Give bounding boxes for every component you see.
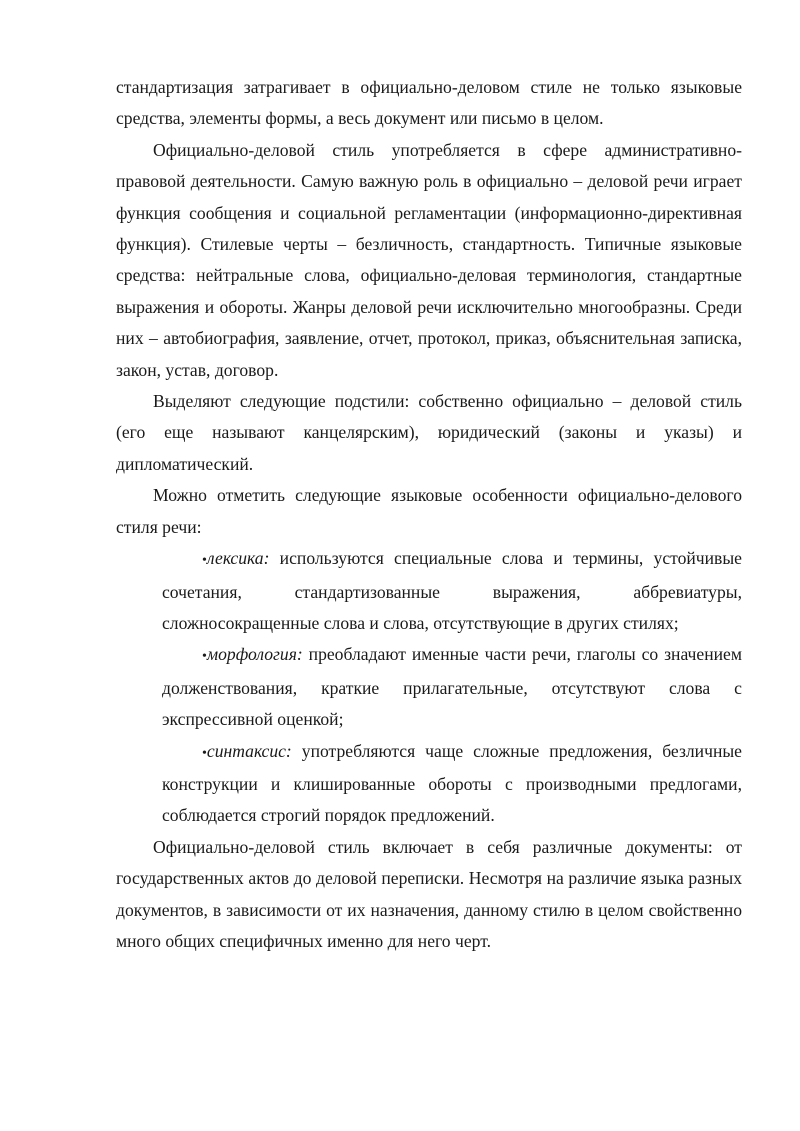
- list-item-morphology: [162, 639, 742, 735]
- list-item-term: синтаксис:: [206, 740, 292, 761]
- paragraph-conclusion: Официально-деловой стиль включает в себя различные документы: от государственных актов до деловой переписки. Несмотря на различие языка разных документов, в зависимости от их назначения, данному стилю в целом свойственно много общих специфичных именно для него черт.: [116, 836, 742, 951]
- list-item-text: преобладают именные части речи, глаголы со значением долженствования, краткие прилагательные, отсутствуют слова с экспрессивной оценкой;: [162, 644, 742, 730]
- list-item-text: используются специальные слова и термины, устойчивые сочетания, стандартизованные выражения, аббревиатуры, сложносокращенные слова и слова, отсутствующие в других стилях;: [162, 548, 742, 633]
- paragraph-features-intro: Можно отметить следующие языковые особенности официально-делового стиля речи:: [116, 485, 742, 537]
- bullet-icon: •: [202, 745, 207, 761]
- paragraph-substyles: Выделяют следующие подстили: собственно официально – деловой стиль (его еще называют канцелярским), юридический (законы и указы) и дипломатический.: [116, 391, 742, 474]
- list-item-lexicon: [162, 543, 742, 639]
- list-item-syntax: [162, 736, 742, 832]
- paragraph-continuation: стандартизация затрагивает в официально-деловом стиле не только языковые средства, элементы формы, а весь документ или письмо в целом.: [116, 77, 742, 129]
- list-item-term: лексика:: [206, 548, 270, 569]
- bullet-icon: •: [202, 553, 207, 569]
- bullet-icon: •: [202, 649, 207, 665]
- document-page: [116, 72, 742, 957]
- list-item-term: морфология:: [206, 644, 303, 665]
- paragraph-style-usage: Официально-деловой стиль употребляется в сфере административно-правовой деятельности. Самую важную роль в официально – деловой речи играет функция сообщения и социальной регламентации (информационно-директивная функция). Стилевые черты – безличность, стандартность. Типичные языковые средства: нейтральные слова, официально-деловая терминология, стандартные выражения и обороты. Жанры деловой речи исключительно многообразны. Среди них – автобиография, заявление, отчет, протокол, приказ, объяснительная записка, закон, устав, договор.: [116, 139, 742, 380]
- list-item-text: употребляются чаще сложные предложения, безличные конструкции и клишированные обороты с производными предлогами, соблюдается строгий порядок предложений.: [162, 740, 742, 826]
